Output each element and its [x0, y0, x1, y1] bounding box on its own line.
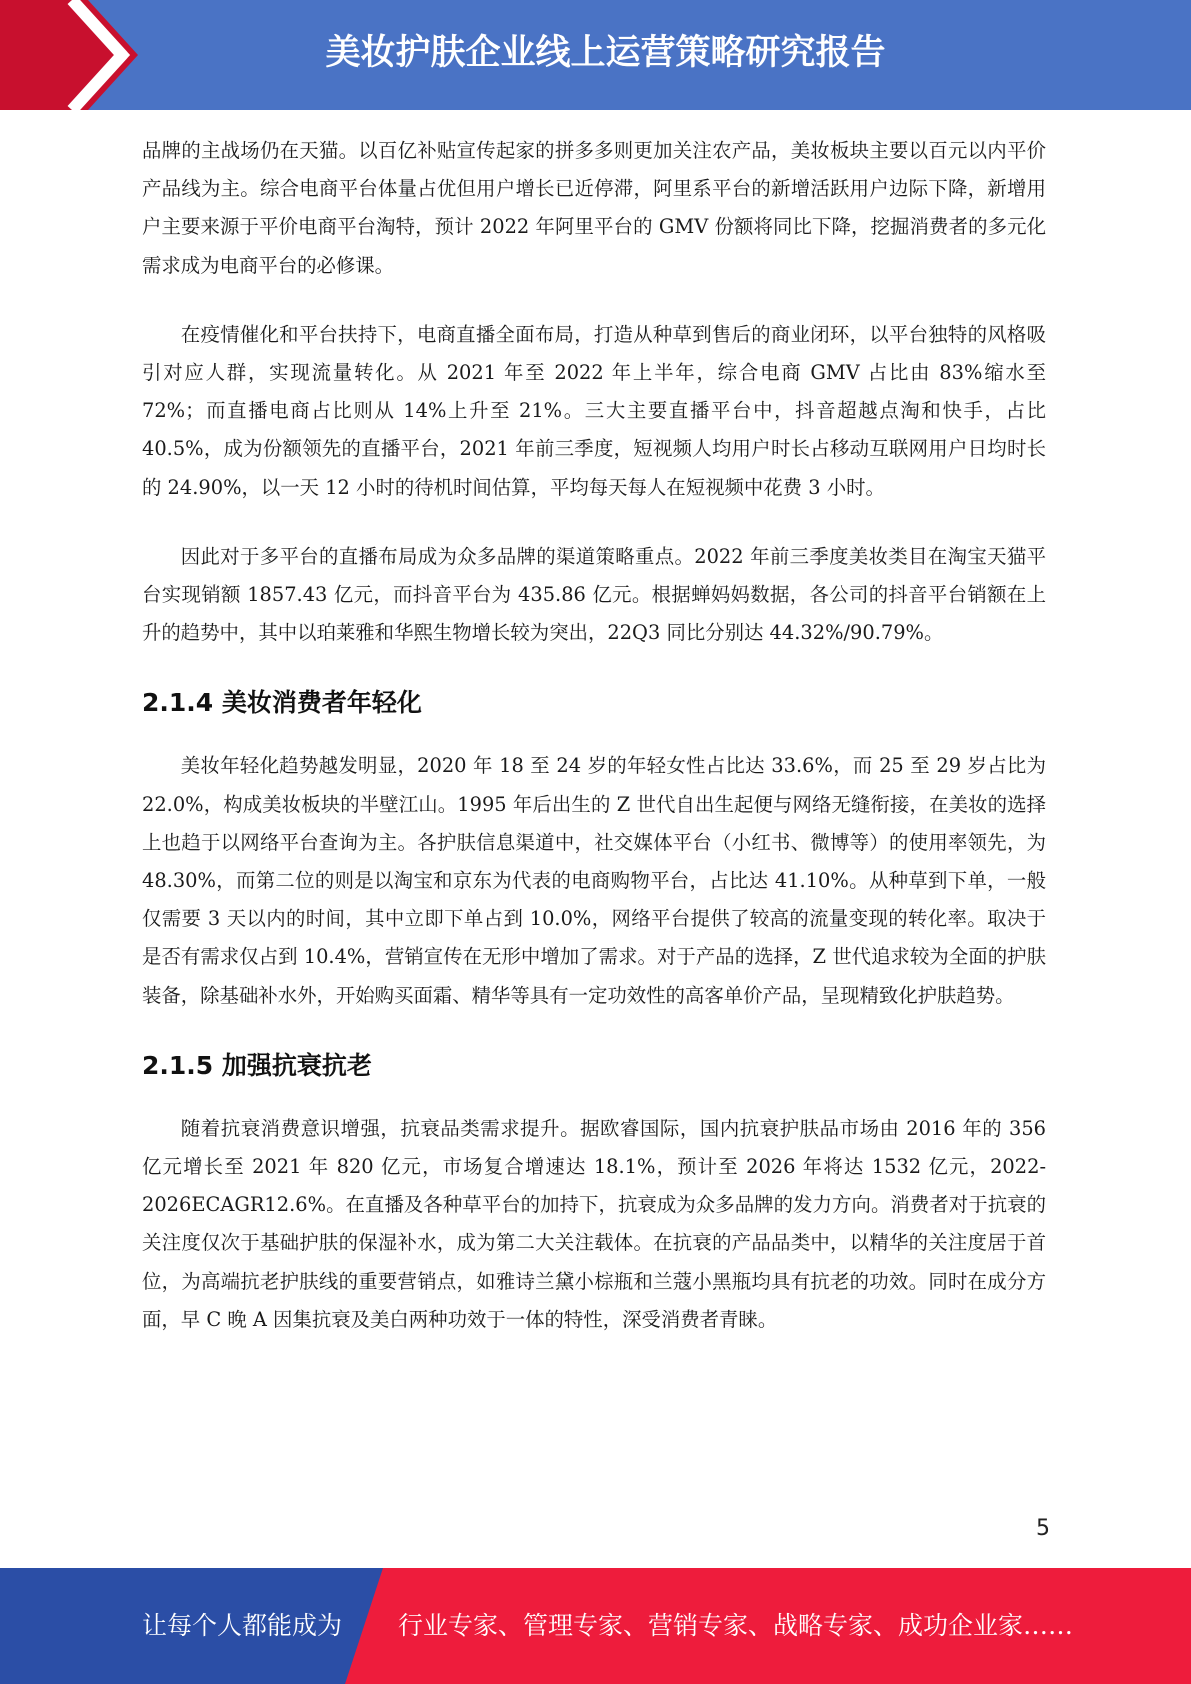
- paragraph: 在疫情催化和平台扶持下，电商直播全面布局，打造从种草到售后的商业闭环，以平台独特的风格吸引对应人群，实现流量转化。从 2021 年至 2022 年上半年，综合电商 GMV 占比由 83%缩水至 72%；而直播电商占比则从 14%上升至 21%。三大主要直播平台中，抖音超越点淘和快手，占比 40.5%，成为份额领先的直播平台，2021 年前三季度，短视频人均用户时长占移动互联网用户日均时长的 24.90%，以一天 12 小时的待机时间估算，平均每天每人在短视频中花费 3 小时。: [142, 322, 1046, 499]
- paragraph: 品牌的主战场仍在天猫。以百亿补贴宣传起家的拼多多则更加关注农产品，美妆板块主要以百元以内平价产品线为主。综合电商平台体量占优但用户增长已近停滞，阿里系平台的新增活跃用户边际下降，新增用户主要来源于平价电商平台淘特，预计 2022 年阿里平台的 GMV 份额将同比下降，挖掘消费者的多元化需求成为电商平台的必修课。: [142, 139, 1046, 277]
- footer-slogan-right: 行业专家、管理专家、营销专家、战略专家、成功企业家……: [398, 1611, 1074, 1640]
- page-footer: [0, 1568, 1191, 1684]
- report-title: 美妆护肤企业线上运营策略研究报告: [325, 33, 886, 73]
- paragraph: 因此对于多平台的直播布局成为众多品牌的渠道策略重点。2022 年前三季度美妆类目在淘宝天猫平台实现销额 1857.43 亿元，而抖音平台为 435.86 亿元。根据蝉妈妈数据，各公司的抖音平台销额在上升的趋势中，其中以珀莱雅和华熙生物增长较为突出，22Q3 同比分别达 44.32%/90.79%。: [142, 544, 1046, 645]
- section-heading-2-1-4: 2.1.4 美妆消费者年轻化: [142, 688, 422, 718]
- paragraph: 美妆年轻化趋势越发明显，2020 年 18 至 24 岁的年轻女性占比达 33.6%，而 25 至 29 岁占比为 22.0%，构成美妆板块的半壁江山。1995 年后出生的 Z 世代自出生起便与网络无缝衔接，在美妆的选择上也趋于以网络平台查询为主。各护肤信息渠道中，社交媒体平台（小红书、微博等）的使用率领先，为 48.30%，而第二位的则是以淘宝和京东为代表的电商购物平台，占比达 41.10%。从种草到下单，一般仅需要 3 天以内的时间，其中立即下单占到 10.0%，网络平台提供了较高的流量变现的转化率。取决于是否有需求仅占到 10.4%，营销宣传在无形中增加了需求。对于产品的选择，Z 世代追求较为全面的护肤装备，除基础补水外，开始购买面霜、精华等具有一定功效性的高客单价产品，呈现精致化护肤趋势。: [142, 754, 1046, 1007]
- paragraph: 随着抗衰消费意识增强，抗衰品类需求提升。据欧睿国际，国内抗衰护肤品市场由 2016 年的 356 亿元增长至 2021 年 820 亿元，市场复合增速达 18.1%，预计至 2026 年将达 1532 亿元，2022-2026ECAGR12.6%。在直播及各种草平台的加持下，抗衰成为众多品牌的发力方向。消费者对于抗衰的关注度仅次于基础护肤的保湿补水，成为第二大关注载体。在抗衰的产品品类中，以精华的关注度居于首位，为高端抗老护肤线的重要营销点，如雅诗兰黛小棕瓶和兰蔻小黑瓶均具有抗老的功效。同时在成分方面，早 C 晚 A 因集抗衰及美白两种功效于一体的特性，深受消费者青睐。: [142, 1116, 1046, 1331]
- page-number: 5: [1036, 1516, 1050, 1541]
- section-heading-2-1-5: 2.1.5 加强抗衰抗老: [142, 1050, 372, 1080]
- page-header: [0, 0, 1191, 110]
- footer-slogan-left: 让每个人都能成为: [142, 1611, 343, 1640]
- page-content: [142, 132, 1046, 1370]
